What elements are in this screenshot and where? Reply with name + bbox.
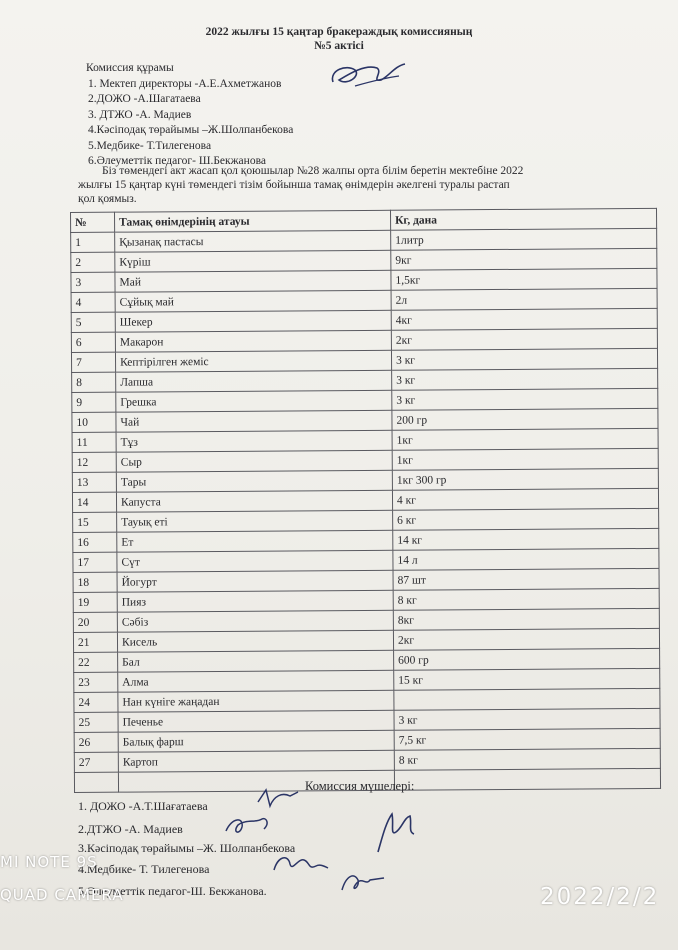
row-number: 16 [73,532,117,552]
product-name: Кисель [117,630,393,652]
member-line: 3.Кәсіподақ төрайымы –Ж. Шолпанбекова [78,841,296,855]
row-number: 25 [74,712,118,732]
row-number: 18 [73,572,117,592]
row-number: 13 [72,472,116,492]
product-quantity: 2л [391,288,657,310]
product-name: Макарон [115,330,391,352]
member-line: 4.Медбике- Т. Тилегенова [78,862,210,876]
product-name: Капуста [116,490,392,512]
row-number: 3 [71,272,115,292]
product-quantity: 3 кг [391,348,657,370]
product-quantity: 600 гр [394,648,660,670]
composition-heading: Комиссия құрамы [86,62,174,74]
row-number: 17 [73,552,117,572]
product-name: Кептірілген жеміс [115,350,391,372]
paragraph-line: жылғы 15 қаңтар күні төмендегі тізім бойынша тамақ өнімдерін әкелгені туралы растап [78,179,510,191]
row-number: 8 [72,372,116,392]
row-number: 21 [73,632,117,652]
product-quantity: 14 л [393,548,659,570]
header-number: № [71,212,115,232]
paragraph-line: қол қоямыз. [78,193,137,205]
member-line: 1. ДОЖО -А.Т.Шағатаева [78,799,208,813]
product-quantity: 1кг [392,428,658,450]
product-name: Йогурт [117,570,393,592]
member-line: 2.ДТЖО -А. Мадиев [78,822,183,836]
product-quantity: 3 кг [392,368,658,390]
composition-member: 5.Медбике- Т.Тилегенова [88,140,212,152]
product-name: Нан күніге жаңадан [118,690,394,712]
product-name: Грешка [116,390,392,412]
composition-member: 3. ДТЖО -А. Мадиев [88,109,192,121]
product-name: Картоп [118,750,394,772]
row-number: 7 [71,352,115,372]
paragraph-line: Біз төмендегі акт жасап қол қоюшылар №28 жалпы орта білім беретін мектебіне 2022 [102,165,524,177]
photo-date-watermark: 2022/2/2 [540,884,660,910]
row-number: 2 [71,252,115,272]
row-number: 14 [72,492,116,512]
row-number: 26 [74,732,118,752]
members-heading: Комиссия мүшелері: [305,779,415,793]
row-number [74,772,118,792]
row-number: 1 [71,232,115,252]
row-number: 9 [72,392,116,412]
row-number: 10 [72,412,116,432]
product-quantity: 8кг [393,608,659,630]
product-name: Тұз [116,430,392,452]
camera-type-watermark: QUAD CAMERA [0,886,124,904]
header-quantity: Кг, дана [390,208,656,230]
product-name: Сәбіз [117,610,393,632]
product-name: Қызанақ пастасы [115,230,391,252]
composition-member: 1. Мектеп директоры -А.Е.Ахметжанов [88,78,282,90]
product-name: Май [115,270,391,292]
member-signature [268,848,330,878]
product-quantity: 1кг 300 гр [392,468,658,490]
product-name: Ет [117,530,393,552]
product-name: Чай [116,410,392,432]
composition-member: 4.Кәсіподақ төрайымы –Ж.Шолпанбекова [88,124,294,136]
row-number: 19 [73,592,117,612]
row-number: 11 [72,432,116,452]
member-signature [222,813,274,841]
product-name: Печенье [118,710,394,732]
product-quantity [394,768,660,790]
product-quantity: 2кг [391,328,657,350]
food-products-table [70,208,661,793]
product-quantity: 1литр [391,228,657,250]
row-number: 23 [74,672,118,692]
product-quantity: 4 кг [392,488,658,510]
row-number: 15 [73,512,117,532]
product-quantity: 8 кг [393,588,659,610]
product-name: Сүт [117,550,393,572]
product-quantity: 200 гр [392,408,658,430]
product-quantity: 1,5кг [391,268,657,290]
row-number: 12 [72,452,116,472]
composition-member: 6.Әлеуметтік педагог- Ш.Бекжанова [88,155,266,167]
document-title: 2022 жылғы 15 қаңтар бракераждық комиссияның [205,26,473,38]
product-name: Күріш [115,250,391,272]
product-name: Балық фарш [118,730,394,752]
table-body [71,228,661,792]
director-signature [325,56,415,96]
header-product-name: Тамақ өнімдерінің атауы [115,210,391,232]
act-paragraph [78,164,622,206]
product-name: Тауық еті [117,510,393,532]
product-name: Сыр [116,450,392,472]
product-quantity [394,688,660,710]
member-line: 5.Әлеуметтік педагог-Ш. Бекжанова. [78,884,267,898]
product-quantity: 9кг [391,248,657,270]
product-quantity: 4кг [391,308,657,330]
product-name: Сұйық май [115,290,391,312]
product-quantity: 14 кг [393,528,659,550]
row-number: 4 [71,292,115,312]
row-number: 22 [74,652,118,672]
product-name: Бал [118,650,394,672]
member-signature [368,808,418,856]
product-quantity: 7,5 кг [394,728,660,750]
product-quantity: 15 кг [394,668,660,690]
member-signature [336,866,388,900]
product-quantity: 87 шт [393,568,659,590]
row-number: 27 [74,752,118,772]
product-quantity: 3 кг [394,708,660,730]
row-number: 24 [74,692,118,712]
product-quantity: 1кг [392,448,658,470]
product-name: Алма [118,670,394,692]
product-quantity: 2кг [393,628,659,650]
product-quantity: 8 кг [394,748,660,770]
member-signature [252,786,302,812]
product-name: Шекер [115,310,391,332]
product-name: Лапша [116,370,392,392]
act-number: №5 актісі [314,40,364,52]
row-number: 6 [71,332,115,352]
camera-model-watermark: MI NOTE 9S [0,853,98,871]
product-name: Пияз [117,590,393,612]
composition-member: 2.ДОЖО -А.Шагатаева [88,93,201,105]
product-quantity: 3 кг [392,388,658,410]
product-quantity: 6 кг [393,508,659,530]
row-number: 5 [71,312,115,332]
row-number: 20 [73,612,117,632]
product-name: Тары [116,470,392,492]
